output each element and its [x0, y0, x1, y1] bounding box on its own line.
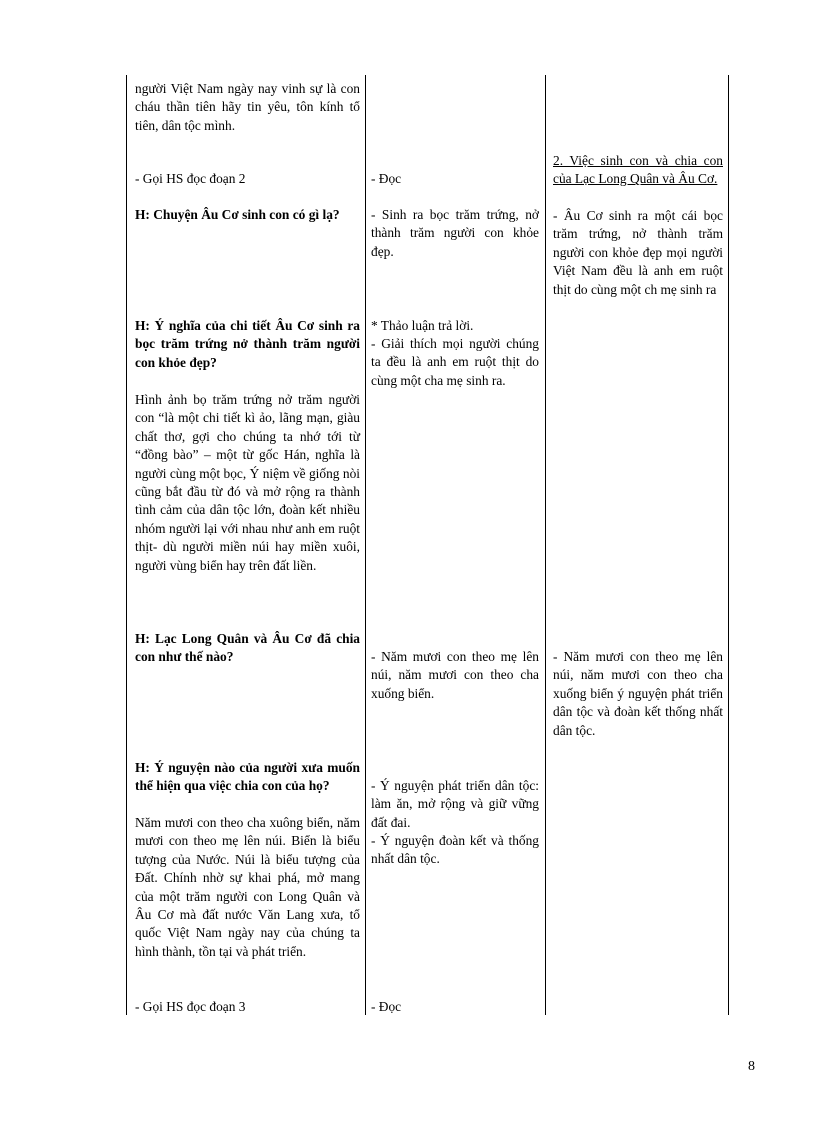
student-read-1: - Đọc	[371, 171, 402, 186]
explain-answer: - Giải thích mọi người chúng ta đều là anh em ruột thịt do cùng một cha mẹ sinh ra.	[371, 336, 539, 388]
intro-text: người Việt Nam ngày nay vinh sự là con cháu thần tiên hãy tin yêu, tôn kính tổ tiên, dân tộc mình.	[135, 81, 360, 133]
discuss-answer: * Thảo luận trả lời.	[371, 318, 474, 333]
table-border-col1-col2	[365, 75, 366, 1015]
call-read-paragraph-3: - Gọi HS đọc đoạn 3	[135, 999, 246, 1014]
table-border-left	[126, 75, 127, 1015]
page-number: 8	[748, 1059, 755, 1074]
wish-answer-unity: - Ý nguyện đoàn kết và thống nhất dân tộc.	[371, 833, 539, 867]
wish-answer-development: - Ý nguyện phát triển dân tộc: làm ăn, mở rộng và giữ vững đất đai.	[371, 778, 539, 830]
birth-note: - Âu Cơ sinh ra một cái bọc trăm trứng, nở thành trăm người con khỏe đẹp mọi người Việt Nam đều là anh em ruột thịt do cùng một ch mẹ sinh ra	[553, 208, 723, 297]
question-wish: H: Ý nguyện nào của người xưa muốn thể hiện qua việc chia con của họ?	[135, 760, 360, 794]
student-read-2: - Đọc	[371, 999, 402, 1014]
birth-answer: - Sinh ra bọc trăm trứng, nở thành trăm người con khỏe đẹp.	[371, 207, 539, 259]
question-meaning: H: Ý nghĩa của chi tiết Âu Cơ sinh ra bọc trăm trứng nở thành trăm người con khỏe đẹp?	[135, 318, 360, 370]
question-divide-children: H: Lạc Long Quân và Âu Cơ đã chia con như thế nào?	[135, 631, 360, 665]
call-read-paragraph-2: - Gọi HS đọc đoạn 2	[135, 171, 246, 186]
section-title: 2. Việc sinh con và chia con của Lạc Long Quân và Âu Cơ.	[553, 153, 723, 187]
divide-answer: - Năm mươi con theo mẹ lên núi, năm mươi con theo cha xuống biển.	[371, 649, 539, 701]
table-border-col2-col3	[545, 75, 546, 1015]
table-border-right	[728, 75, 729, 1015]
meaning-explanation: Hình ảnh bọ trăm trứng nở trăm người con “là một chi tiết kì ảo, lãng mạn, giàu chất thơ, gợi cho chúng ta nhớ tới từ “đồng bào” – một từ gốc Hán, nghĩa là người cùng một bọc, Ý niệm về giống nòi cũng bắt đầu từ đó và mở rộng ra thành tình cảm của dân tộc lớn, đoàn kết nhiều nhóm người lại với nhau như anh em ruột thịt- dù người miền núi hay miền xuôi, người vùng biển hay trên đất liền.	[135, 392, 360, 573]
divide-note: - Năm mươi con theo mẹ lên núi, năm mươi con theo cha xuống biển ý nguyện phát triển dân tộc và đoàn kết thống nhất dân tộc.	[553, 649, 723, 738]
question-birth: H: Chuyện Âu Cơ sinh con có gì lạ?	[135, 207, 340, 222]
wish-explanation: Năm mươi con theo cha xuông biển, năm mươi con theo mẹ lên núi. Biển là biểu tượng của Nước. Núi là biểu tượng của Đất. Chính nhờ sự khai phá, mở mang của một trăm người con Long Quân và Âu Cơ mà đất nước Văn Lang xưa, tổ quốc Việt Nam ngày nay của chúng ta hình thành, tồn tại và phát triển.	[135, 815, 360, 959]
